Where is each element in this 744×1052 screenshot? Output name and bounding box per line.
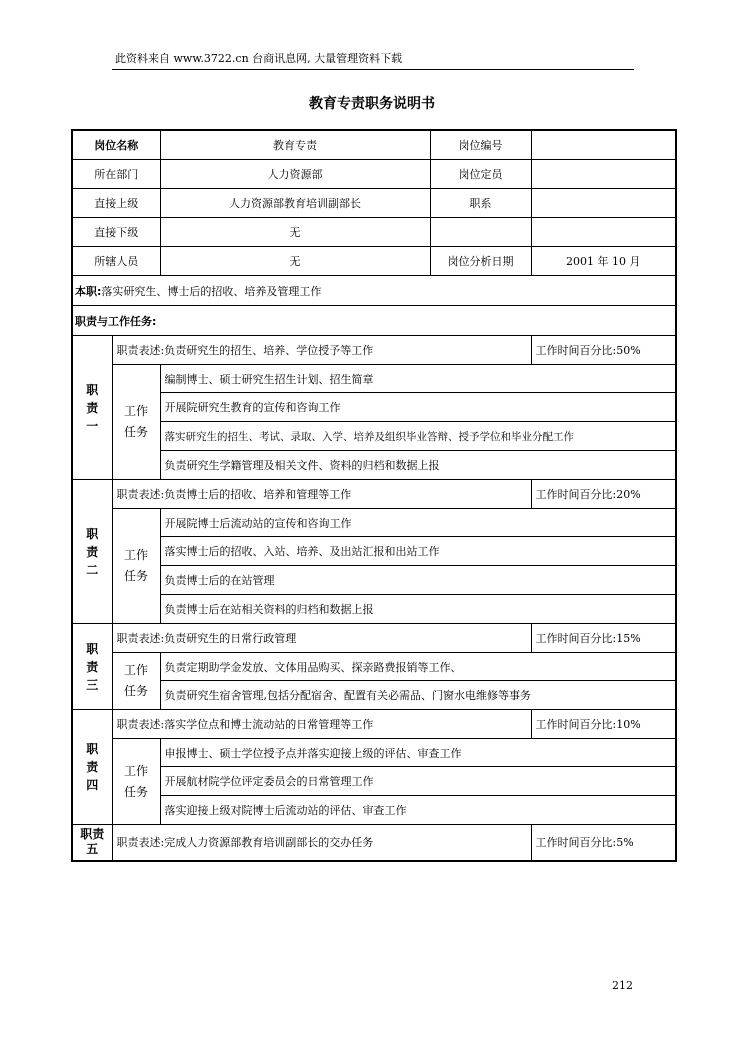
task-row (72, 595, 676, 624)
task-label: 工作任务 (123, 404, 148, 439)
info-row-subordinate (72, 218, 676, 247)
info-value: 无 (160, 247, 430, 276)
duty-statement: 职责表述:落实学位点和博士流动站的日常管理等工作 (112, 710, 531, 739)
task-item: 负责博士后的在站管理 (160, 566, 676, 595)
info-row-superior (72, 189, 676, 218)
duty-statement-row (72, 710, 676, 739)
duty-statement-row (72, 336, 676, 365)
duty-statement-row (72, 624, 676, 653)
duty-statement: 职责表述:负责研究生的招生、培养、学位授予等工作 (112, 336, 531, 365)
info-value: 教育专责 (160, 130, 430, 160)
info-value (531, 130, 676, 160)
duty-time-percent: 工作时间百分比:50% (531, 336, 676, 365)
duty-label (72, 710, 112, 825)
info-label: 岗位编号 (430, 130, 531, 160)
duties-heading: 职责与工作任务: (72, 306, 676, 336)
info-label: 所在部门 (72, 160, 160, 189)
info-label: 职系 (430, 189, 531, 218)
duty-time-percent: 工作时间百分比:15% (531, 624, 676, 653)
summary-label: 本职: (75, 284, 102, 298)
duty-label (72, 825, 112, 861)
info-row-name (72, 130, 676, 160)
task-row (72, 451, 676, 480)
task-label: 工作任务 (123, 548, 148, 583)
task-row (72, 681, 676, 710)
info-value (531, 160, 676, 189)
duty-label-text: 职责三 (86, 641, 99, 692)
task-row (72, 537, 676, 566)
task-label: 工作任务 (123, 763, 148, 799)
info-label: 岗位分析日期 (430, 247, 531, 276)
task-item: 落实博士后的招收、入站、培养、及出站汇报和出站工作 (160, 537, 676, 566)
info-label: 岗位名称 (72, 130, 160, 160)
duty-label-text: 职责二 (86, 526, 99, 577)
task-row (72, 509, 676, 537)
info-label: 所辖人员 (72, 247, 160, 276)
duty-label-text: 职责一 (86, 382, 99, 433)
task-item: 负责定期助学金发放、文体用品购买、探亲路费报销等工作、 (160, 653, 676, 681)
task-label: 工作任务 (123, 663, 148, 698)
duties-heading-row (72, 306, 676, 336)
summary-text: 落实研究生、博士后的招收、培养及管理工作 (101, 284, 322, 298)
task-item: 负责研究生学籍管理及相关文件、资料的归档和数据上报 (160, 451, 676, 480)
duty-statement-row (72, 480, 676, 509)
task-row (72, 739, 676, 767)
task-item: 申报博士、硕士学位授予点并落实迎接上级的评估、审查工作 (160, 739, 676, 767)
task-item: 负责研究生宿舍管理,包括分配宿舍、配置有关必需品、门窗水电维修等事务 (160, 681, 676, 710)
summary-row (72, 276, 676, 306)
duty-label (72, 480, 112, 624)
task-item: 开展航材院学位评定委员会的日常管理工作 (160, 767, 676, 796)
info-row-dept (72, 160, 676, 189)
info-value: 人力资源部教育培训副部长 (160, 189, 430, 218)
info-label: 直接上级 (72, 189, 160, 218)
duty-time-percent: 工作时间百分比:20% (531, 480, 676, 509)
info-label: 岗位定员 (430, 160, 531, 189)
task-row (72, 422, 676, 451)
duty-time-percent: 工作时间百分比:10% (531, 710, 676, 739)
duty-time-percent: 工作时间百分比:5% (531, 825, 676, 861)
job-description-table (71, 129, 677, 862)
info-value (531, 189, 676, 218)
duty-statement: 职责表述:负责博士后的招收、培养和管理等工作 (112, 480, 531, 509)
task-row (72, 566, 676, 595)
header-rule (112, 69, 634, 70)
task-row (72, 767, 676, 796)
duty-statement: 职责表述:完成人力资源部教育培训副部长的交办任务 (112, 825, 531, 861)
document-header: 此资料来自 www.3722.cn 台商讯息网, 大量管理资料下载 (115, 52, 403, 65)
duty-statement-row (72, 825, 676, 861)
duty-label-text: 职责四 (86, 742, 99, 792)
task-item: 落实迎接上级对院博士后流动站的评估、审查工作 (160, 796, 676, 825)
task-row (72, 796, 676, 825)
page-number: 212 (612, 979, 633, 992)
task-item: 落实研究生的招生、考试、录取、入学、培养及组织毕业答辩、授予学位和毕业分配工作 (160, 422, 676, 451)
task-item: 开展院研究生教育的宣传和咨询工作 (160, 393, 676, 422)
task-item: 编制博士、硕士研究生招生计划、招生简章 (160, 365, 676, 393)
info-value: 2001 年 10 月 (531, 247, 676, 276)
duty-statement: 职责表述:负责研究生的日常行政管理 (112, 624, 531, 653)
task-row (72, 653, 676, 681)
duty-label-text: 职责五 (80, 827, 105, 857)
info-value: 人力资源部 (160, 160, 430, 189)
info-row-managed (72, 247, 676, 276)
task-row (72, 365, 676, 393)
task-row (72, 393, 676, 422)
duty-label (72, 624, 112, 710)
info-value: 无 (160, 218, 430, 247)
page-title: 教育专责职务说明书 (309, 96, 435, 112)
task-item: 开展院博士后流动站的宣传和咨询工作 (160, 509, 676, 537)
info-label: 直接下级 (72, 218, 160, 247)
duty-label (72, 336, 112, 480)
task-item: 负责博士后在站相关资料的归档和数据上报 (160, 595, 676, 624)
